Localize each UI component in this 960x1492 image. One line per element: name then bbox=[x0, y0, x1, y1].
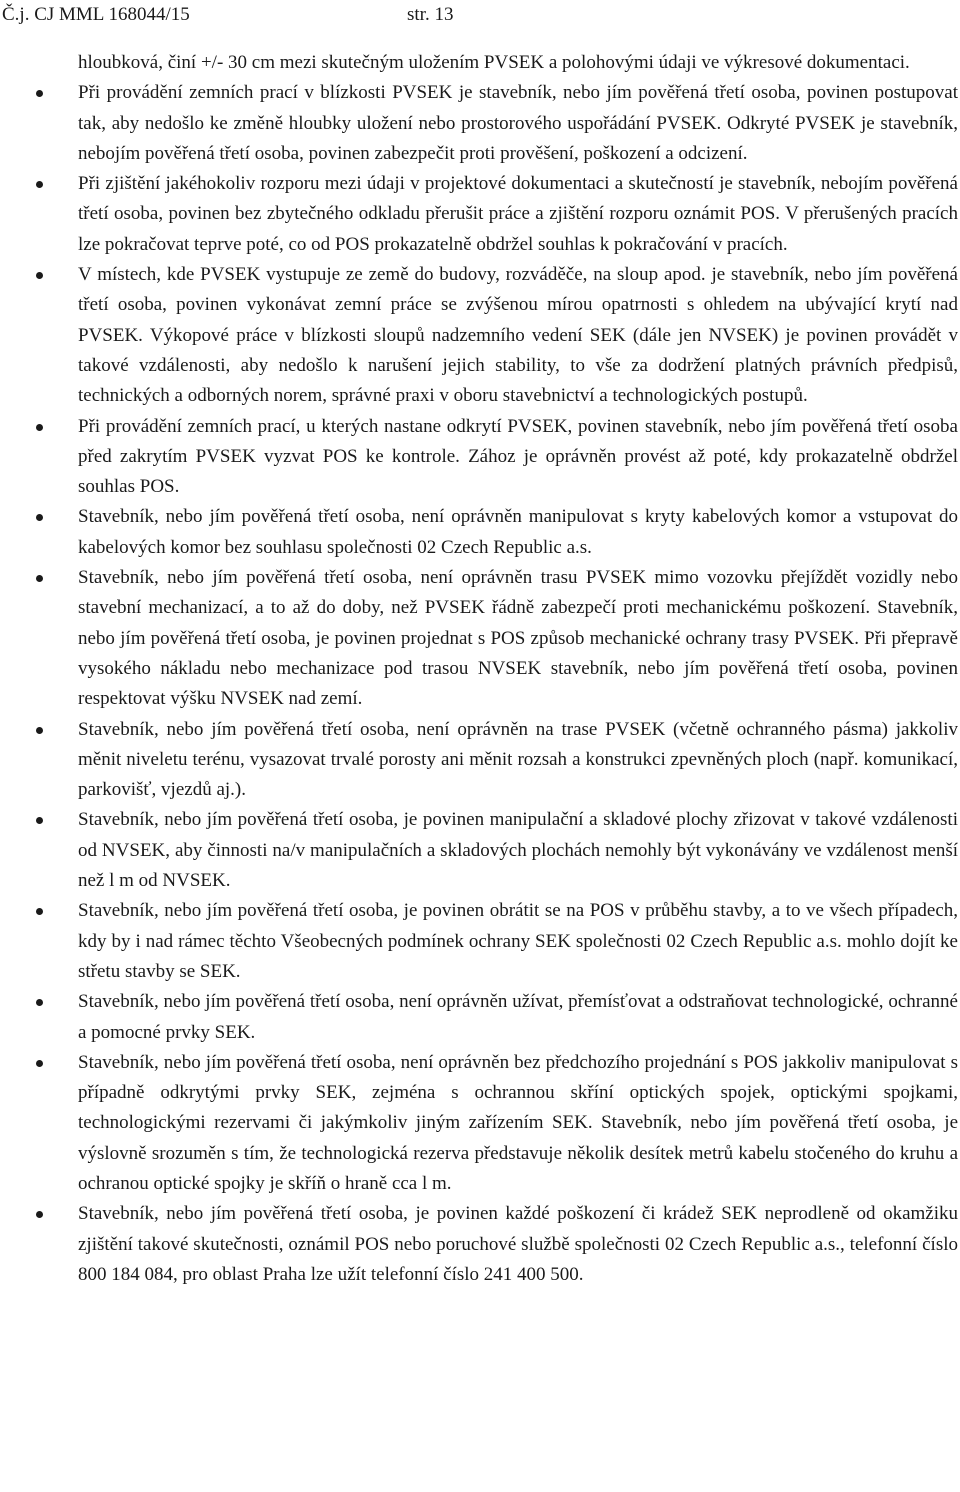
list-item bbox=[78, 412, 958, 503]
bullet-icon bbox=[36, 424, 43, 431]
list-item-text: Stavebník, nebo jím pověřená třetí osoba, není oprávněn trasu PVSEK mimo vozovku přejíždět vozidly nebo stavební mechanizací, a to až do doby, než PVSEK řádně zabezpečí proti mechanickému poškození. Stavebník, nebo jím pověřená třetí osoba, je povinen projednat s POS způsob mechanické ochrany trasy PVSEK. Při přepravě vysokého nákladu nebo mechanizace pod trasou NVSEK stavebník, nebo jím pověřená třetí osoba, povinen respektovat výšku NVSEK nad zemí. bbox=[78, 567, 958, 710]
list-item-text: V místech, kde PVSEK vystupuje ze země do budovy, rozváděče, na sloup apod. je stavebník, nebo jím pověřená třetí osoba, povinen vykonávat zemní práce se zvýšenou mírou opatrnosti s ohledem na ubývající krytí nad PVSEK. Výkopové práce v blízkosti sloupů nadzemního vedení SEK (dále jen NVSEK) je povinen provádět v takové vzdálenosti, aby nedošlo k narušení jejich stability, to vše za dodržení platných právních předpisů, technických a odborných norem, správné praxi v oboru stavebnictví a technologických postupů. bbox=[78, 264, 958, 407]
list-item bbox=[78, 502, 958, 563]
page-header bbox=[2, 2, 454, 28]
document-body bbox=[78, 48, 958, 1290]
list-item-text: Při zjištění jakéhokoliv rozporu mezi údaji v projektové dokumentaci a skutečností je stavebník, nebojím pověřená třetí osoba, povinen bez zbytečného odkladu přerušit práce a zjištění rozporu oznámit POS. V přerušených pracích lze pokračovat teprve poté, co od POS prokazatelně obdržel souhlas k pokračování v pracích. bbox=[78, 173, 958, 255]
list-item-text: Stavebník, nebo jím pověřená třetí osoba, je povinen manipulační a skladové plochy zřizovat v takové vzdálenosti od NVSEK, aby činnosti na/v manipulačních a skladových plochách nemohly být vykonávány ve vzdálenost menší než l m od NVSEK. bbox=[78, 809, 958, 892]
lead-paragraph: hloubková, činí +/- 30 cm mezi skutečným uložením PVSEK a polohovými údaji ve výkresové dokumentaci. bbox=[78, 52, 910, 73]
list-item bbox=[78, 715, 958, 806]
page-number: str. 13 bbox=[407, 4, 454, 25]
list-item-text: Stavebník, nebo jím pověřená třetí osoba, není oprávněn na trase PVSEK (včetně ochranného pásma) jakkoliv měnit niveletu terénu, vysazovat trvalé porosty ani měnit rozsah a konstrukci zpevněných ploch (např. komunikací, parkovišť, vjezdů aj.). bbox=[78, 718, 958, 801]
bullet-list bbox=[78, 78, 958, 1290]
bullet-icon bbox=[36, 272, 43, 279]
bullet-icon bbox=[36, 575, 43, 582]
bullet-icon bbox=[36, 908, 43, 915]
list-item bbox=[78, 1048, 958, 1199]
bullet-icon bbox=[36, 1060, 43, 1067]
list-item bbox=[78, 896, 958, 987]
list-item bbox=[78, 1199, 958, 1290]
list-item bbox=[78, 169, 958, 260]
bullet-icon bbox=[36, 514, 43, 521]
list-item-text: Stavebník, nebo jím pověřená třetí osoba, je povinen každé poškození či krádež SEK neprodleně od okamžiku zjištění takové skutečnosti, oznámil POS nebo poruchové službě společnosti 02 Czech Republic a.s., telefonní číslo 800 184 084, pro oblast Praha lze užít telefonní číslo 241 400 500. bbox=[78, 1203, 958, 1285]
bullet-icon bbox=[36, 817, 43, 824]
list-item bbox=[78, 260, 958, 411]
list-item-text: Stavebník, nebo jím pověřená třetí osoba, není oprávněn manipulovat s kryty kabelových komor a vstupovat do kabelových komor bez souhlasu společnosti 02 Czech Republic a.s. bbox=[78, 506, 958, 558]
list-item-text: Stavebník, nebo jím pověřená třetí osoba, je povinen obrátit se na POS v průběhu stavby, a to ve všech případech, kdy by i nad rámec těchto Všeobecných podmínek ochrany SEK společnosti 02 Czech Republic a.s. mohlo dojít ke střetu stavby se SEK. bbox=[78, 900, 958, 982]
list-item-text: Při provádění zemních prací, u kterých nastane odkrytí PVSEK, povinen stavebník, nebo jím pověřená třetí osoba před zakrytím PVSEK vyzvat POS ke kontrole. Zához je oprávněn provést až poté, kdy prokazatelně obdržel souhlas POS. bbox=[78, 415, 958, 498]
list-item bbox=[78, 987, 958, 1048]
bullet-icon bbox=[36, 727, 43, 734]
list-item-text: Stavebník, nebo jím pověřená třetí osoba, není oprávněn užívat, přemísťovat a odstraňovat technologické, ochranné a pomocné prvky SEK. bbox=[78, 991, 958, 1043]
bullet-icon bbox=[36, 1211, 43, 1218]
document-reference: Č.j. CJ MML 168044/15 bbox=[2, 4, 190, 25]
bullet-icon bbox=[36, 90, 43, 97]
list-item bbox=[78, 563, 958, 714]
list-item bbox=[78, 78, 958, 169]
bullet-icon bbox=[36, 999, 43, 1006]
bullet-icon bbox=[36, 181, 43, 188]
list-item-text: Stavebník, nebo jím pověřená třetí osoba, není oprávněn bez předchozího projednání s POS jakkoliv manipulovat s případně odkrytými prvky SEK, zejména s ochrannou skříní optických spojek, optickými spojkami, technologickými rezervami či jakýmkoliv jiným zařízením SEK. Stavebník, nebo jím pověřená třetí osoba, je výslovně srozuměn s tím, že technologická rezerva představuje několik desítek metrů kabelu stočeného do kruhu a ochranou optické spojky je skříň o hraně cca l m. bbox=[78, 1051, 958, 1194]
list-item bbox=[78, 805, 958, 896]
list-item-text: Při provádění zemních prací v blízkosti PVSEK je stavebník, nebo jím pověřená třetí osoba, povinen postupovat tak, aby nedošlo ke změně hloubky uložení nebo prostorového uspořádání PVSEK. Odkryté PVSEK je stavebník, nebojím pověřená třetí osoba, povinen zabezpečit proti prověšení, poškození a odcizení. bbox=[78, 82, 958, 164]
